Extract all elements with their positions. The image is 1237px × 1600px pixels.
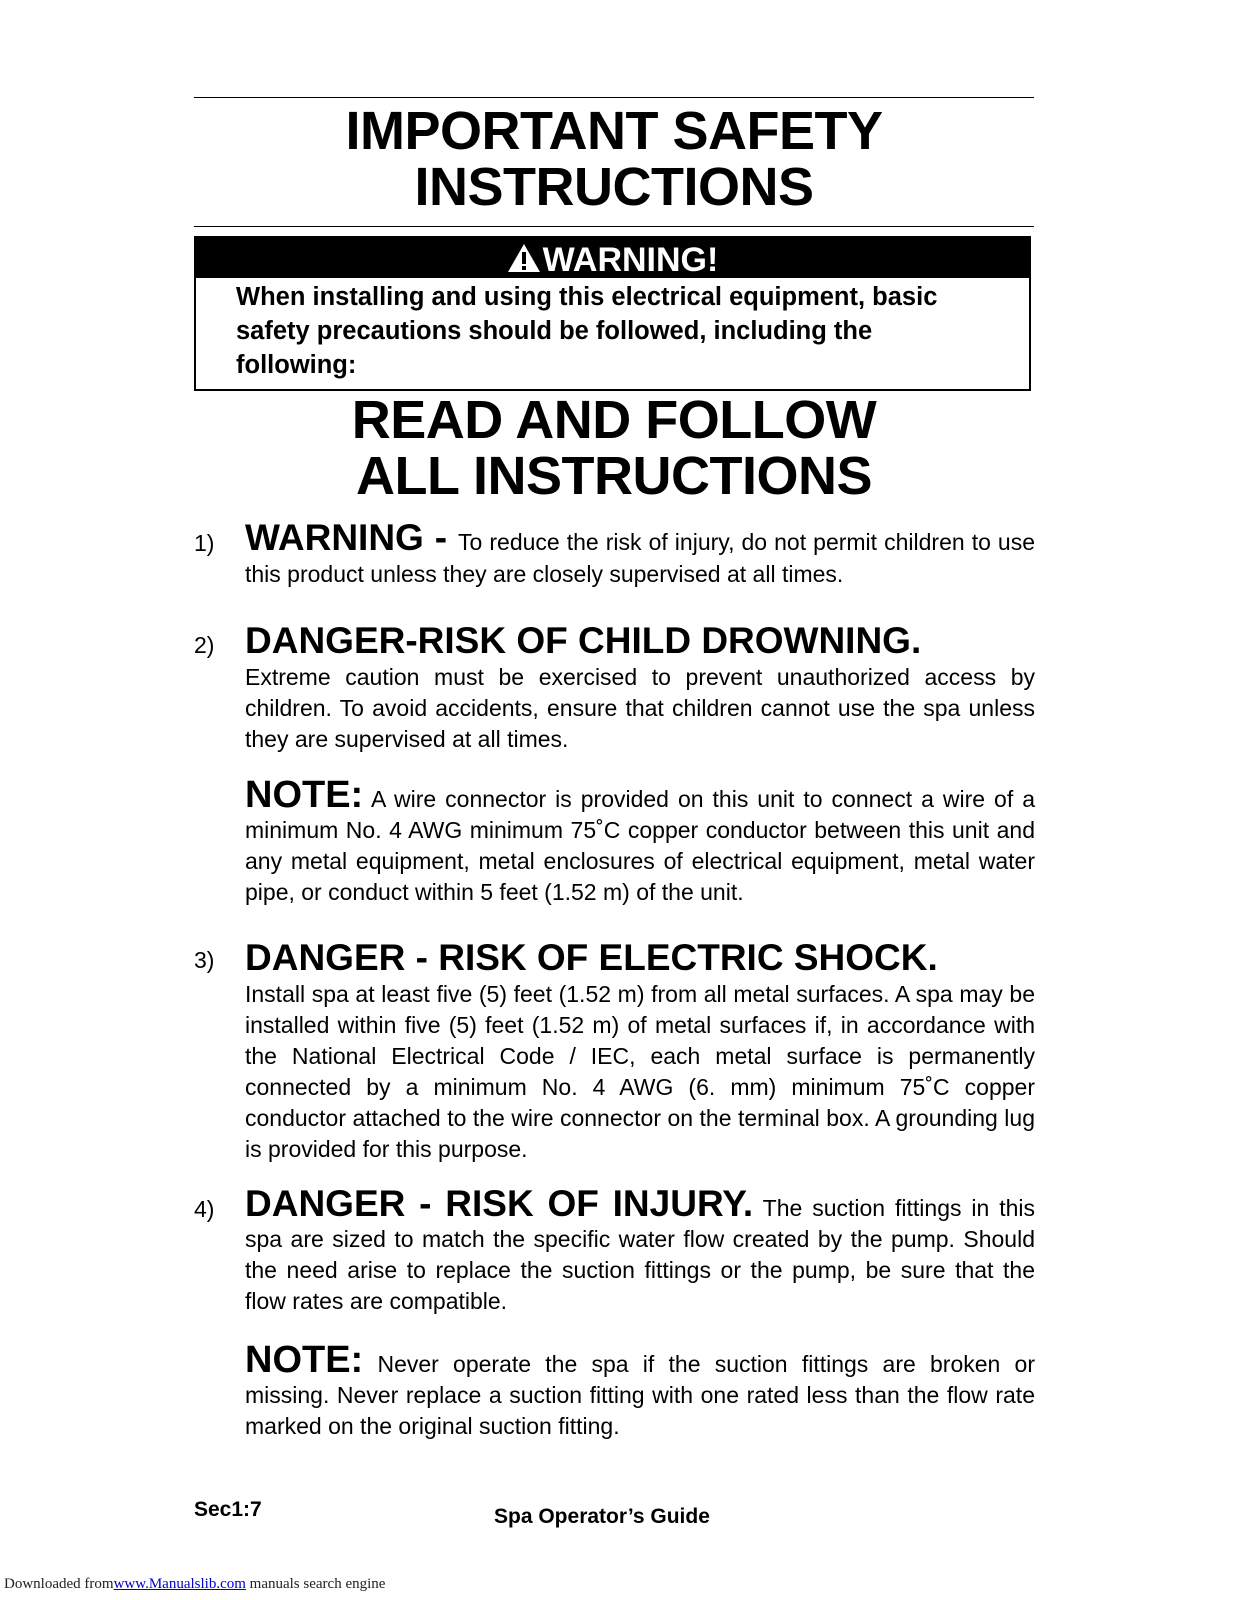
download-suffix: manuals search engine xyxy=(245,1576,386,1592)
footer-guide-title: Spa Operator’s Guide xyxy=(494,1505,710,1528)
warning-banner xyxy=(196,238,1029,278)
warning-label: WARNING! xyxy=(542,241,719,279)
warning-box xyxy=(194,236,1031,391)
item-4 xyxy=(245,1183,1036,1317)
item-2-note xyxy=(245,774,1035,908)
item-2-heading: DANGER-RISK OF CHILD DROWNING. xyxy=(245,620,922,661)
item-2 xyxy=(245,620,1035,755)
manualslib-link[interactable]: www.Manualslib.com xyxy=(113,1576,246,1592)
item-number-3: 3) xyxy=(194,947,215,973)
item-number-4: 4) xyxy=(194,1196,215,1222)
item-4-text: The suction fittings in this spa are sized to match the specific water flow created by the pump. Should the need arise to replace the suction fittings or the pump, be sure that the flow rates are compatible. xyxy=(245,1195,1036,1314)
page-title-line1: IMPORTANT SAFETY xyxy=(345,101,883,161)
item-1-text: To reduce the risk of injury, do not permit children to use this product unless they are closely supervised at all times. xyxy=(245,529,1036,587)
item-number-2: 2) xyxy=(194,632,215,658)
item-3 xyxy=(245,937,1035,1165)
title-bottom-rule xyxy=(194,226,1034,227)
item-1-heading: WARNING - xyxy=(245,517,459,558)
download-bar xyxy=(4,1576,385,1593)
top-rule xyxy=(194,97,1034,98)
item-1 xyxy=(245,517,1036,590)
item-2-note-text: A wire connector is provided on this unit to connect a wire of a minimum No. 4 AWG minimum 75˚C copper conductor between this unit and any metal equipment, metal enclosures of electrical equipment, metal water pipe, or conduct within 5 feet (1.52 m) of the unit. xyxy=(245,786,1035,905)
item-4-note-label: NOTE: xyxy=(245,1339,364,1381)
item-2-text: Extreme caution must be exercised to prevent unauthorized access by children. To avoid accidents, ensure that children cannot use the spa unless they are supervised at all times. xyxy=(245,664,1035,752)
item-3-heading: DANGER - RISK OF ELECTRIC SHOCK. xyxy=(245,937,938,978)
item-number-1: 1) xyxy=(194,530,215,556)
read-follow-line2: ALL INSTRUCTIONS xyxy=(356,446,872,506)
read-follow-line1: READ AND FOLLOW xyxy=(351,390,877,450)
item-4-note-text: Never operate the spa if the suction fittings are broken or missing. Never replace a suction fitting with one rated less than the flow rate marked on the original suction fitting. xyxy=(245,1351,1036,1439)
download-prefix: Downloaded from xyxy=(4,1576,114,1592)
footer-section: Sec1:7 xyxy=(194,1498,262,1521)
item-2-note-label: NOTE: xyxy=(245,774,364,816)
warning-triangle-icon xyxy=(507,243,541,273)
item-3-text: Install spa at least five (5) feet (1.52 m) from all metal surfaces. A spa may be installed within five (5) feet (1.52 m) of metal surfaces if, in accordance with the National Electrical Code / IEC, each metal surface is permanently connected by a minimum No. 4 AWG (6. mm) minimum 75˚C copper conductor attached to the wire connector on the terminal box. A grounding lug is provided for this purpose. xyxy=(245,981,1035,1162)
item-4-heading: DANGER - RISK OF INJURY. xyxy=(245,1183,754,1224)
item-4-note xyxy=(245,1339,1036,1442)
page-title-line2: INSTRUCTIONS xyxy=(414,157,814,217)
warning-text: When installing and using this electrical equipment, basic safety precautions should be followed, including the following: xyxy=(236,283,938,379)
